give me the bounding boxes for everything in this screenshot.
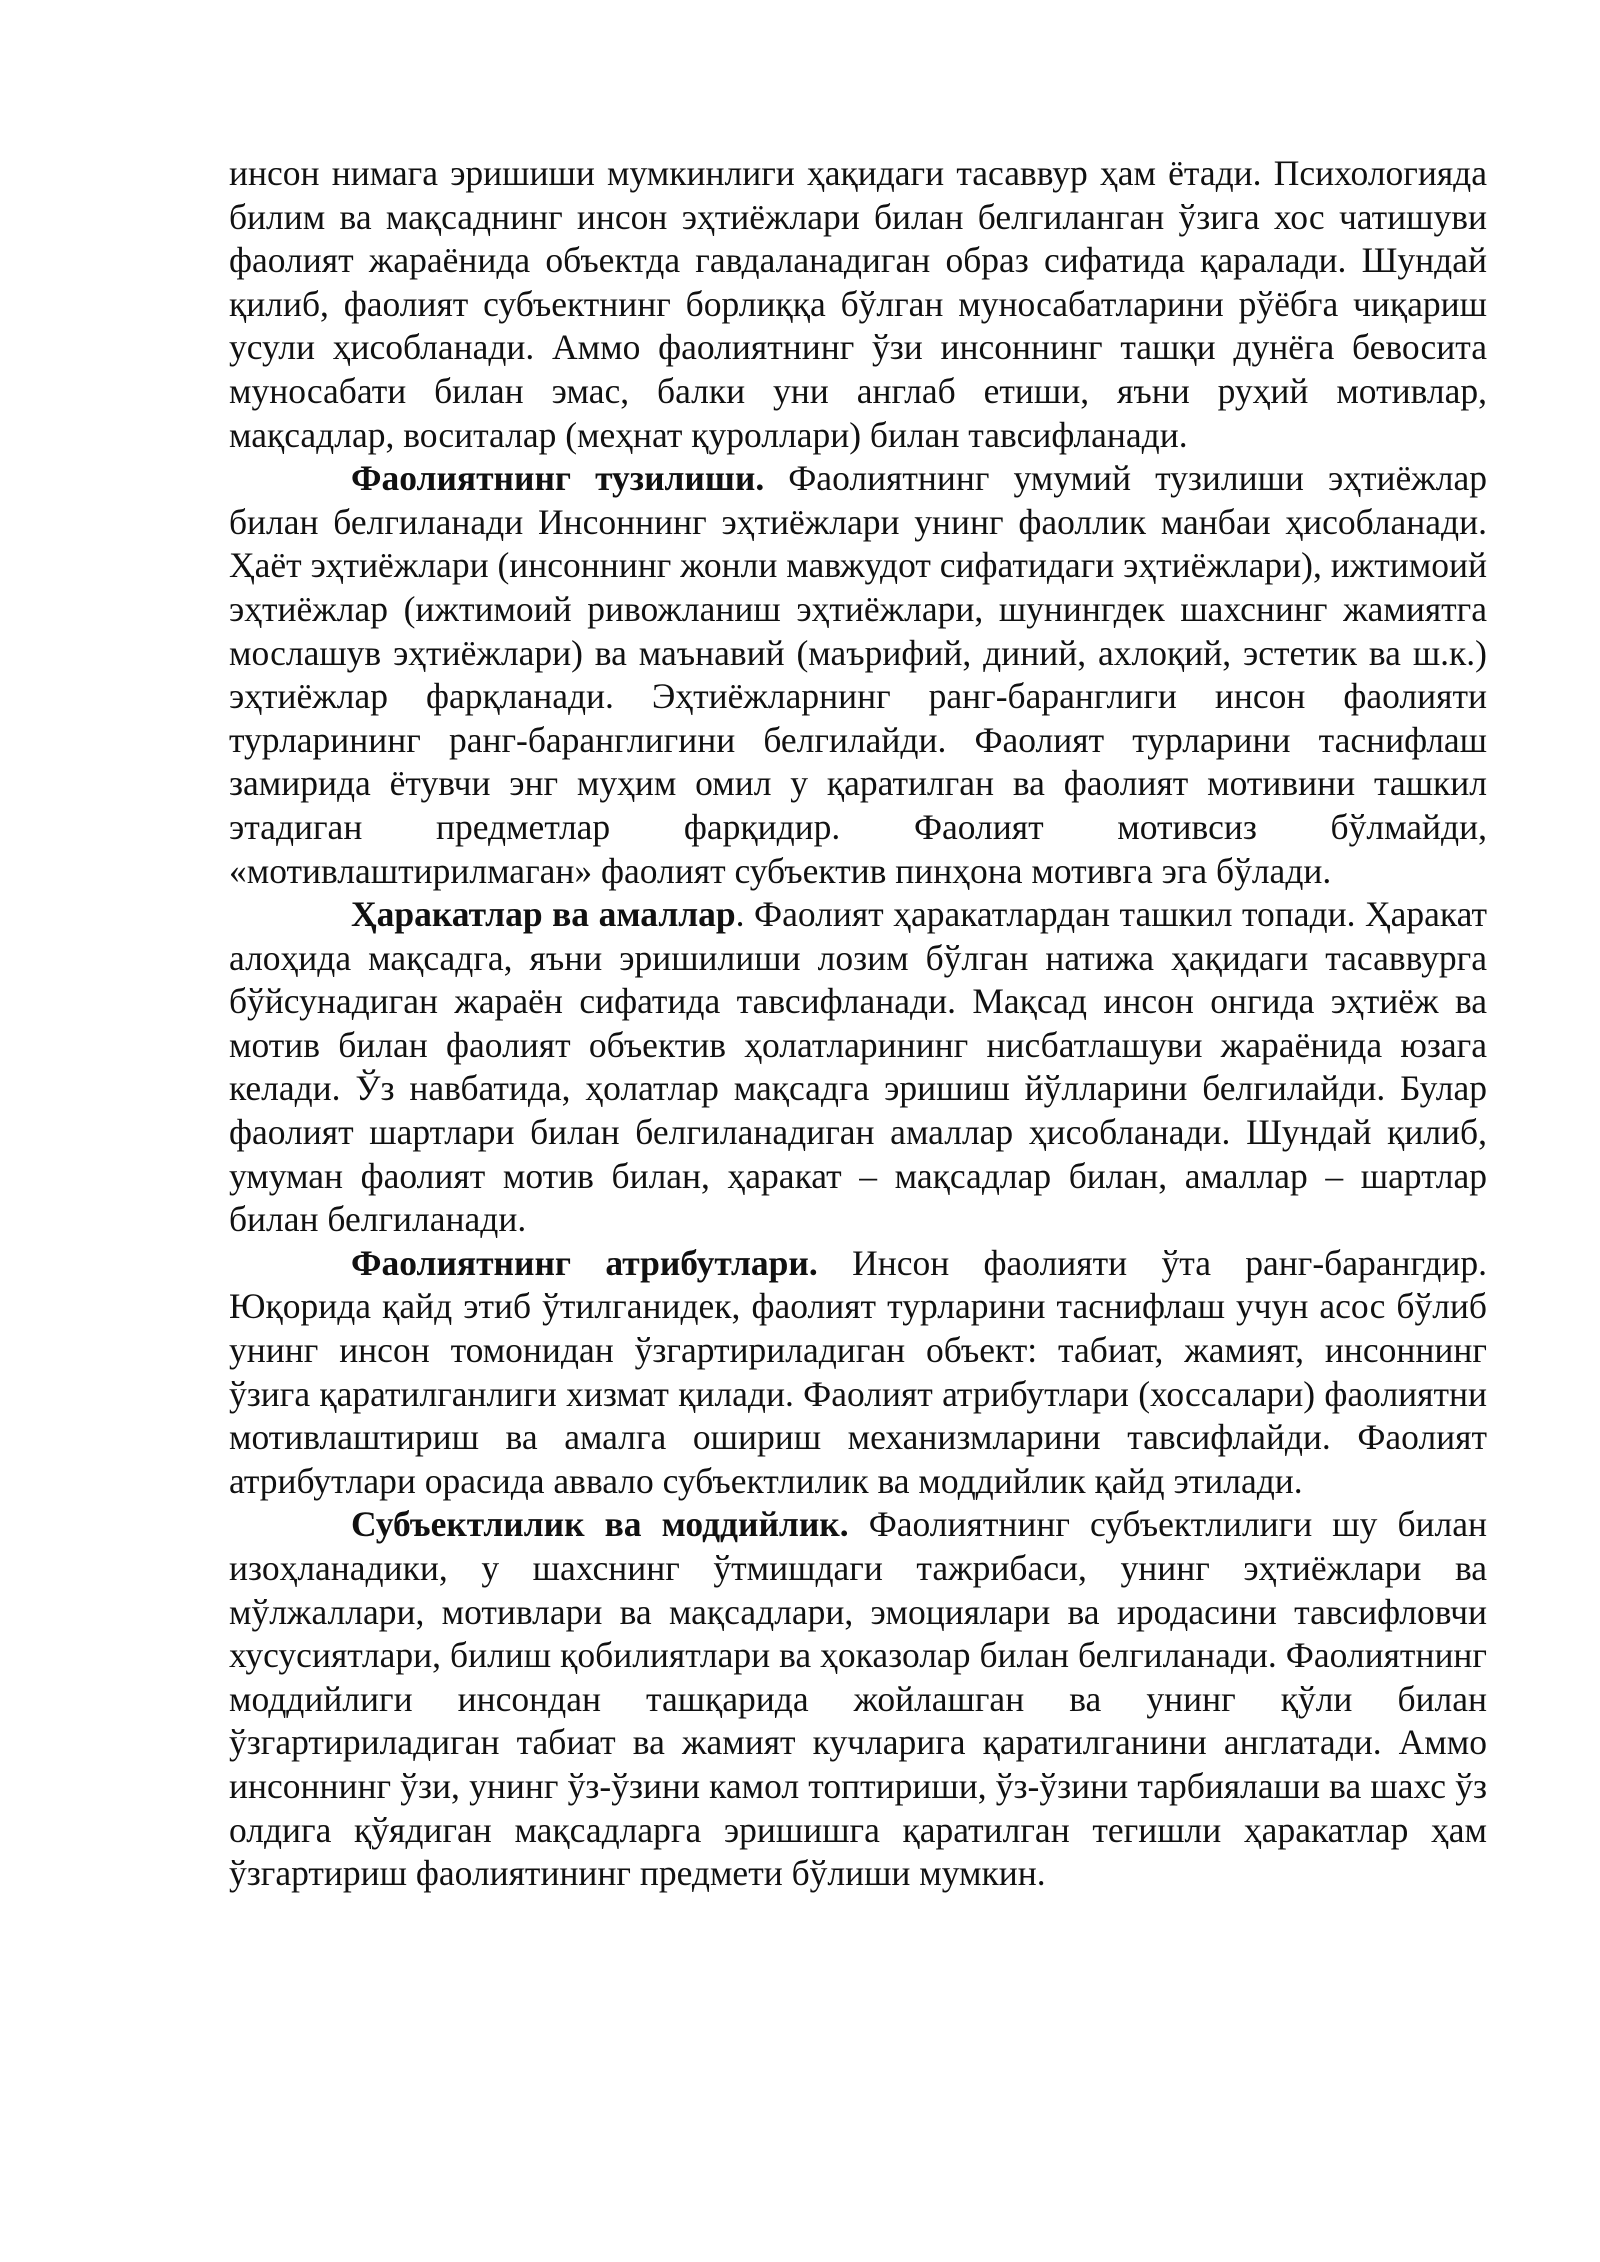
paragraph-activity-structure [229, 457, 1487, 893]
paragraph-text: Фаолиятнинг субъектлилиги шу билан изоҳланадики, у шахснинг ўтмишдаги тажрибаси, унинг эҳтиёжлари ва мўлжаллари, мотивлари ва мақсадлари, эмоциялари ва иродасини тавсифловчи хусусиятлари, билиш қобилиятлари ва ҳоказолар билан белгиланади. Фаолиятнинг моддийлиги инсондан ташқарида жойлашган ва унинг қўли билан ўзгартириладиган табиат ва жамият кучларига қаратилганини англатади. Аммо инсоннинг ўзи, унинг ўз-ўзини камол топтириши, ўз-ўзини тарбиялаши ва шахс ўз олдига қўядиган мақсадларга эришишга қаратилган тегишли ҳаракатлар ҳам ўзгартириш фаолиятининг предмети бўлиши мумкин. [229, 1504, 1487, 1894]
paragraph-intro [229, 152, 1487, 457]
section-heading: Субъектлилик ва моддийлик. [351, 1504, 849, 1545]
section-heading: Фаолиятнинг тузилиши. [351, 458, 765, 499]
paragraph-text: инсон нимага эришиши мумкинлиги ҳақидаги тасаввур ҳам ётади. Психологияда билим ва мақсаднинг инсон эҳтиёжлари билан белгиланган ўзига хос чатишуви фаолият жараёнида объектда гавдаланадиган образ сифатида қаралади. Шундай қилиб, фаолият субъектнинг борлиққа бўлган муносабатларини рўёбга чиқариш усули ҳисобланади. Аммо фаолиятнинг ўзи инсоннинг ташқи дунёга бевосита муносабати билан эмас, балки уни англаб етиши, яъни руҳий мотивлар, мақсадлар, воситалар (меҳнат қуроллари) билан тавсифланади. [229, 153, 1487, 455]
paragraph-actions-operations [229, 893, 1487, 1242]
paragraph-text: Инсон фаолияти ўта ранг-барангдир. Юқорида қайд этиб ўтилганидек, фаолият турларини таснифлаш учун асос бўлиб унинг инсон томонидан ўзгартириладиган объект: табиат, жамият, инсоннинг ўзига қаратилганлиги хизмат қилади. Фаолият атрибутлари (хоссалари) фаолиятни мотивлаштириш ва амалга ошириш механизмларини тавсифлайди. Фаолият атрибутлари орасида аввало субъектлилик ва моддийлик қайд этилади. [229, 1242, 1487, 1501]
section-heading: Ҳаракатлар ва амаллар [351, 894, 736, 935]
paragraph-text: Фаолиятнинг умумий тузилиши эҳтиёжлар билан белгиланади Инсоннинг эҳтиёжлари унинг фаоллик манбаи ҳисобланади. Ҳаёт эҳтиёжлари (инсоннинг жонли мавжудот сифатидаги эҳтиёжлари), ижтимоий эҳтиёжлар (ижтимоий ривожланиш эҳтиёжлари, шунингдек шахснинг жамиятга мослашув эҳтиёжлари) ва маънавий (маърифий, диний, ахлоқий, эстетик ва ш.к.) эҳтиёжлар фарқланади. Эҳтиёжларнинг ранг-баранглиги инсон фаолияти турларининг ранг-баранглигини белгилайди. Фаолият турларини таснифлаш замирида ётувчи энг муҳим омил у қаратилган ва фаолият мотивини ташкил этадиган предметлар фарқидир. Фаолият мотивсиз бўлмайди, «мотивлаштирилмаган» фаолият субъектив пинҳона мотивга эга бўлади. [229, 458, 1487, 891]
paragraph-subjectivity-materiality [229, 1503, 1487, 1895]
paragraph-text: . Фаолият ҳаракатлардан ташкил топади. Ҳаракат алоҳида мақсадга, яъни эришилиши лозим бўлган натижа ҳақидаги тасаввурга бўйсунадиган жараён сифатида тавсифланади. Мақсад инсон онгида эҳтиёж ва мотив билан фаолият объектив ҳолатларининг нисбатлашуви жараёнида юзага келади. Ўз навбатида, ҳолатлар мақсадга эришиш йўлларини белгилайди. Булар фаолият шартлари билан белгиланадиган амаллар ҳисобланади. Шундай қилиб, умуман фаолият мотив билан, ҳаракат – мақсадлар билан, амаллар – шартлар билан белгиланади. [229, 894, 1487, 1240]
paragraph-activity-attributes [229, 1242, 1487, 1504]
section-heading: Фаолиятнинг атрибутлари. [351, 1242, 818, 1283]
document-body [229, 152, 1487, 1896]
